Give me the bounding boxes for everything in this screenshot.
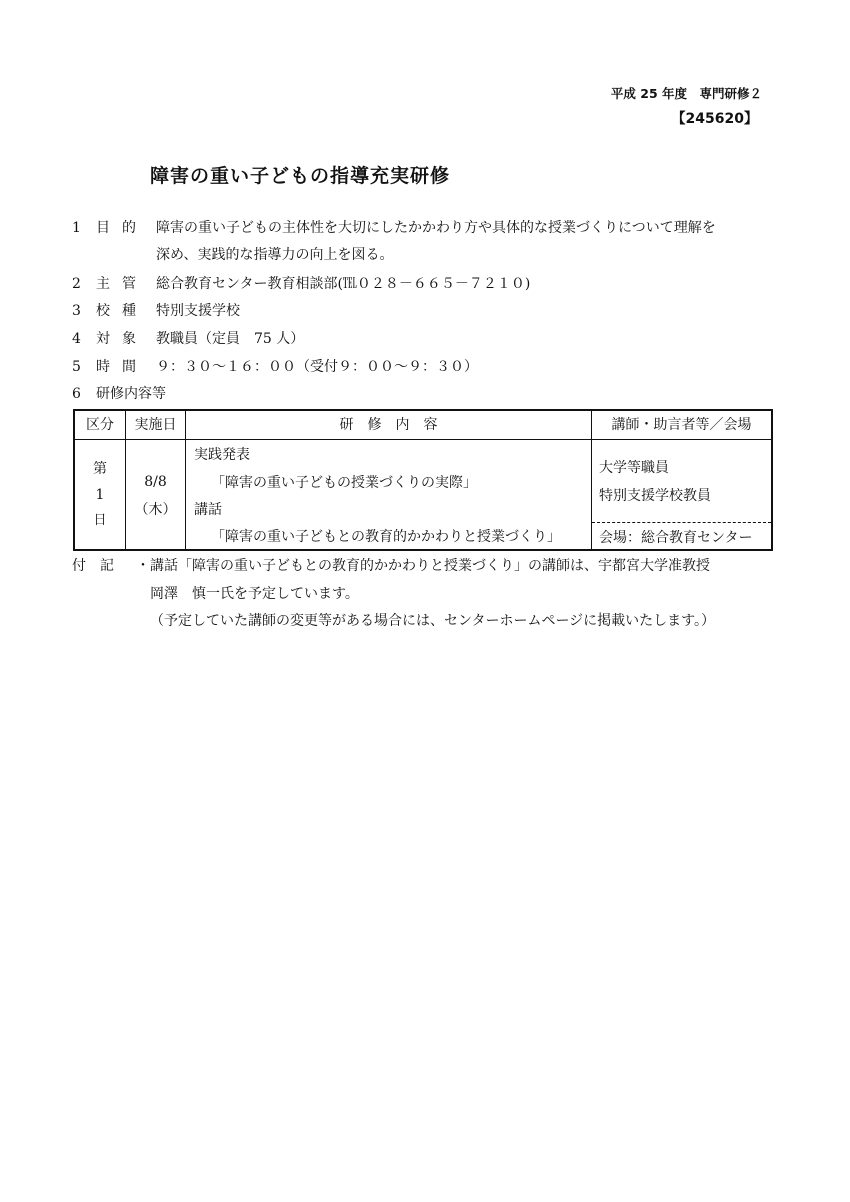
document-title: 障害の重い子どもの指導充実研修	[150, 165, 451, 187]
item-label: 対象	[96, 331, 148, 347]
venue: 会場：総合教育センター	[599, 530, 753, 546]
lecturer-university-staff: 大学等職員	[599, 460, 669, 476]
header-content: 研 修 内 容	[339, 417, 438, 433]
item-label: 時間	[96, 359, 148, 375]
item-value: 障害の重い子どもの主体性を大切にしたかかわり方や具体的な授業づくりについて理解を	[156, 220, 716, 236]
note-label	[72, 556, 114, 576]
content-lecture: 講話	[194, 502, 222, 518]
item-value: 総合教育センター教育相談部(℡０２８－６６５－７２１０)	[156, 276, 531, 292]
item-value: 特別支援学校	[156, 303, 240, 319]
item-number: 3	[72, 303, 81, 319]
schedule-table	[73, 409, 773, 551]
division-day-1: 日	[93, 513, 107, 528]
item-label: 主管	[96, 276, 148, 292]
division-day-1: 第	[93, 461, 107, 477]
venue-divider	[592, 522, 771, 523]
item-number: 5	[72, 359, 81, 375]
course-code: 【245620】	[671, 111, 758, 127]
note-line: （予定していた講師の変更等がある場合には、センターホームページに掲載いたします。）	[150, 613, 716, 629]
header-lecturer: 講師・助言者等／会場	[611, 417, 752, 433]
item-value: 教職員（定員 75 人）	[156, 331, 305, 347]
division-day-1: 1	[95, 487, 105, 503]
session-weekday: （木）	[134, 502, 177, 518]
item-label: 目的	[96, 220, 148, 236]
note-line: ・講話「障害の重い子どもとの教育的かかわりと授業づくり」の講師は、宇都宮大学准教授	[136, 558, 710, 574]
session-date: 8/8	[144, 474, 167, 490]
content-practice-report: 実践発表	[194, 447, 250, 463]
content-lecture-title: 「障害の重い子どもとの教育的かかわりと授業づくり」	[211, 529, 561, 545]
item-label: 校種	[96, 303, 148, 319]
note-line: 岡澤 慎一氏を予定しています。	[150, 586, 359, 602]
item-number: 1	[72, 220, 81, 236]
item-number: 6	[72, 386, 81, 402]
header-date: 実施日	[134, 417, 177, 433]
item-label: 研修内容等	[96, 386, 166, 402]
item-number: 4	[72, 331, 81, 347]
course-number: 平成 25 年度 専門研修２	[610, 86, 762, 101]
note-label-text: 付 記	[72, 558, 114, 574]
item-value: ９：３０～１６：００（受付９：００～９：３０）	[156, 359, 478, 375]
lecturer-special-school-teacher: 特別支援学校教員	[599, 488, 711, 504]
item-number: 2	[72, 276, 81, 292]
item-value: 深め、実践的な指導力の向上を図る。	[156, 247, 394, 263]
content-practice-title: 「障害の重い子どもの授業づくりの実際」	[211, 475, 477, 491]
header-division: 区分	[86, 417, 114, 433]
